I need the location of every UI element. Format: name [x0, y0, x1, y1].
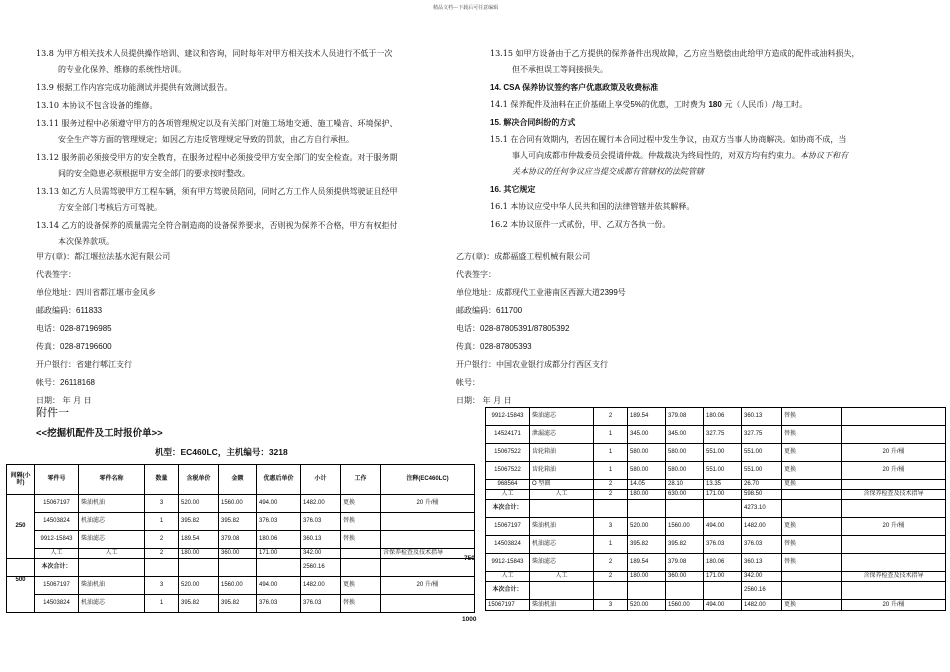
clause-13-11-line2: 安全生产等方面的管理规定；如因乙方违反管理规定导致的罚款，由乙方自行承担。 [58, 135, 354, 144]
section-15-heading: 15. 解决合同纠纷的方式 [490, 118, 576, 127]
party-b-fax: 传真：028-87805393 [456, 342, 532, 351]
party-b-date: 日期： 年 月 日 [456, 396, 512, 405]
col-header-interval: 间隔(小时) [7, 465, 35, 495]
clauses-left [36, 49, 397, 247]
section-16-heading: 16. 其它规定 [490, 185, 536, 194]
interval-750: 750 [464, 555, 475, 562]
table-row: 14503824 机油滤芯 1 395.82 395.82 376.03 376.03 替换 [486, 536, 946, 554]
col-header-amount: 金额 [219, 465, 257, 495]
table-total-row: 本次合计： 2560.16 [7, 559, 475, 577]
party-a-address: 单位地址：四川省都江堰市金凤乡 [36, 288, 156, 297]
interval-250: 250 [7, 495, 35, 559]
col-header-qty: 数量 [145, 465, 179, 495]
table-row: 15067522 齿轮箱油 1 580.00 580.00 551.00 551.00 更换 20 升/桶 [486, 462, 946, 480]
clause-13-8-line1: 13.8 为甲方相关技术人员提供操作培训、建议和咨询，同时每年对甲方相关技术人员进行不低于一次 [36, 49, 393, 58]
table-row: 14503824 机油滤芯 1 395.82 395.82 376.03 376.03 替换 [7, 513, 475, 531]
quote-table-left [6, 464, 475, 613]
table-row: 15067522 齿轮箱油 1 580.00 580.00 551.00 551.00 更换 20 升/桶 [486, 444, 946, 462]
col-header-part-no: 零件号 [35, 465, 79, 495]
table-row: 人工 人工 2 180.00 630.00 171.00 598.50 含保养检查及技术指导 [486, 490, 946, 500]
col-header-subtotal: 小计 [301, 465, 341, 495]
party-b-acct: 帐号： [456, 378, 480, 387]
table-row: 968564 O 型圈 2 14.05 28.10 13.35 26.70 更换 [486, 480, 946, 490]
clause-13-8-line2: 的专业化保养、维修的系统性培训。 [58, 65, 186, 74]
col-header-discount-price: 优惠后单价 [257, 465, 301, 495]
party-a-tel: 电话：028-87196985 [36, 324, 112, 333]
table-total-row: 本次合计： 4273.10 [486, 500, 946, 518]
col-header-unit-price: 含税单价 [179, 465, 219, 495]
clause-13-15-line1: 13.15 如甲方设备由于乙方提供的保养备件出现故障，乙方应当赔偿由此给甲方造成的配件或油料损失， [490, 49, 860, 58]
clause-15-1-line3: 关本协议的任何争议应当提交成都有管辖权的法院管辖 [512, 167, 704, 176]
clause-16-1: 16.1 本协议应受中华人民共和国的法律管辖并依其解释。 [490, 202, 695, 211]
table-row: 14524171 泄漏滤芯 1 345.00 345.00 327.75 327.75 替换 [486, 426, 946, 444]
party-a-name: 甲方(章)：都江堰拉法基水泥有限公司 [36, 252, 171, 261]
interval-500: 500 [7, 577, 35, 613]
table-row: 15067197 柴油机油 3 520.00 1560.00 494.00 1482.00 更换 20 升/桶 [486, 600, 946, 611]
clause-15-1-line2: 事人可向成都市仲裁委员会提请仲裁。仲裁裁决为终局性的，对双方均有约束力。本协议下和有 [512, 151, 848, 160]
section-14-heading: 14. CSA 保养协议签约客户优惠政策及收费标准 [490, 83, 659, 92]
table-row: 500 15067197 柴油机油 3 520.00 1560.00 494.00 1482.00 更换 20 升/桶 [7, 577, 475, 595]
quote-table-right [485, 407, 946, 611]
party-b-rep: 代表签字： [456, 270, 496, 279]
party-a-fax: 传真：028-87196600 [36, 342, 112, 351]
table-row: 250 15067197 柴油机油 3 520.00 1560.00 494.00 1482.00 更换 20 升/桶 [7, 495, 475, 513]
annex-model: 机型：EC460LC，主机编号：3218 [155, 447, 288, 457]
clause-13-12-line1: 13.12 服务前必须接受甲方的安全教育，在服务过程中必须接受甲方安全部门的安全检查。对于服务期 [36, 153, 398, 162]
col-header-remarks: 注释(EC460LC) [381, 465, 475, 495]
clause-15-1-line1: 15.1 在合同有效期内，若因在履行本合同过程中发生争议，由双方当事人协商解决。如协商不成，当 [490, 135, 847, 144]
clause-13-11-line1: 13.11 服务过程中必须遵守甲方的各项管理规定以及有关部门对施工场地交通、施工噪音、环境保护、 [36, 119, 398, 128]
col-header-work: 工作 [341, 465, 381, 495]
table-row: 9912-15843 柴油滤芯 2 189.54 379.08 180.06 360.13 替换 [7, 531, 475, 549]
table-header-row [7, 465, 475, 495]
party-b-address: 单位地址：成都现代工业港南区西源大道2399号 [456, 288, 626, 297]
party-a-zip: 邮政编码：611833 [36, 306, 103, 315]
clause-13-13-line2: 方安全部门考核后方可驾驶。 [58, 203, 162, 212]
interval-1000: 1000 [462, 616, 477, 623]
table-row: 人工 人工 2 180.00 360.00 171.00 342.00 含保养检查及技术指导 [7, 549, 475, 559]
table-row: 9912-15843 柴油滤芯 2 189.54 379.08 180.06 360.13 替换 [486, 554, 946, 572]
party-a-bank: 开户银行：省建行郫江支行 [36, 360, 132, 369]
party-b-block [456, 252, 626, 406]
party-a-block [36, 252, 170, 406]
party-a-rep: 代表签字： [36, 270, 76, 279]
page-header: 精品文档---下载后可任意编辑 [433, 5, 499, 11]
party-b-bank: 开户银行：中国农业银行成都分行西区支行 [456, 360, 608, 369]
party-b-tel: 电话：028-87805391/87805392 [456, 324, 570, 333]
table-row: 人工 人工 2 180.00 360.00 171.00 342.00 含保养检查及技术指导 [486, 572, 946, 582]
party-b-name: 乙方(章)：成都福盛工程机械有限公司 [456, 252, 591, 261]
col-header-part-name: 零件名称 [79, 465, 145, 495]
party-b-zip: 邮政编码：611700 [456, 306, 523, 315]
clause-14-1: 14.1 保养配件及油料在正价基础上享受5%的优惠，工时费为 180 元（人民币）/每工时。 [490, 100, 808, 109]
annex-title: <<挖掘机配件及工时报价单>> [36, 428, 163, 439]
clause-13-10: 13.10 本协议不包含设备的维修。 [36, 101, 158, 110]
clause-13-13-line1: 13.13 如乙方人员需驾驶甲方工程车辆，须有甲方驾驶员陪同，同时乙方工作人员须提供驾驶证且经甲 [36, 187, 398, 196]
table-row: 15067197 柴油机油 3 520.00 1560.00 494.00 1482.00 更换 20 升/桶 [486, 518, 946, 536]
clause-13-14-line2: 本次保养款项。 [58, 237, 114, 246]
party-a-date: 日期： 年 月 日 [36, 396, 92, 405]
party-a-acct: 帐号：26118168 [36, 378, 95, 387]
clause-16-2: 16.2 本协议原件一式贰份，甲、乙双方各执一份。 [490, 220, 671, 229]
table-row: 9912-15843 柴油滤芯 2 189.54 379.08 180.06 360.13 替换 [486, 408, 946, 426]
clause-13-15-line2: 但不承担误工等间接损失。 [512, 65, 608, 74]
clause-13-9: 13.9 根据工作内容完成功能测试并提供有效测试报告。 [36, 83, 233, 92]
clause-13-12-line2: 间的安全隐患必须根据甲方安全部门的要求按时整改。 [58, 169, 250, 178]
annex-label: 附件一 [36, 406, 69, 419]
table-row: 14503824 机油滤芯 1 395.82 395.82 376.03 376.03 替换 [7, 595, 475, 613]
table-total-row: 本次合计： 2560.16 [486, 582, 946, 600]
clause-13-14-line1: 13.14 乙方的设备保养的质量需完全符合制造商的设备保养要求，否则视为保养不合格，甲方有权拒付 [36, 221, 398, 230]
clauses-right [490, 49, 859, 230]
